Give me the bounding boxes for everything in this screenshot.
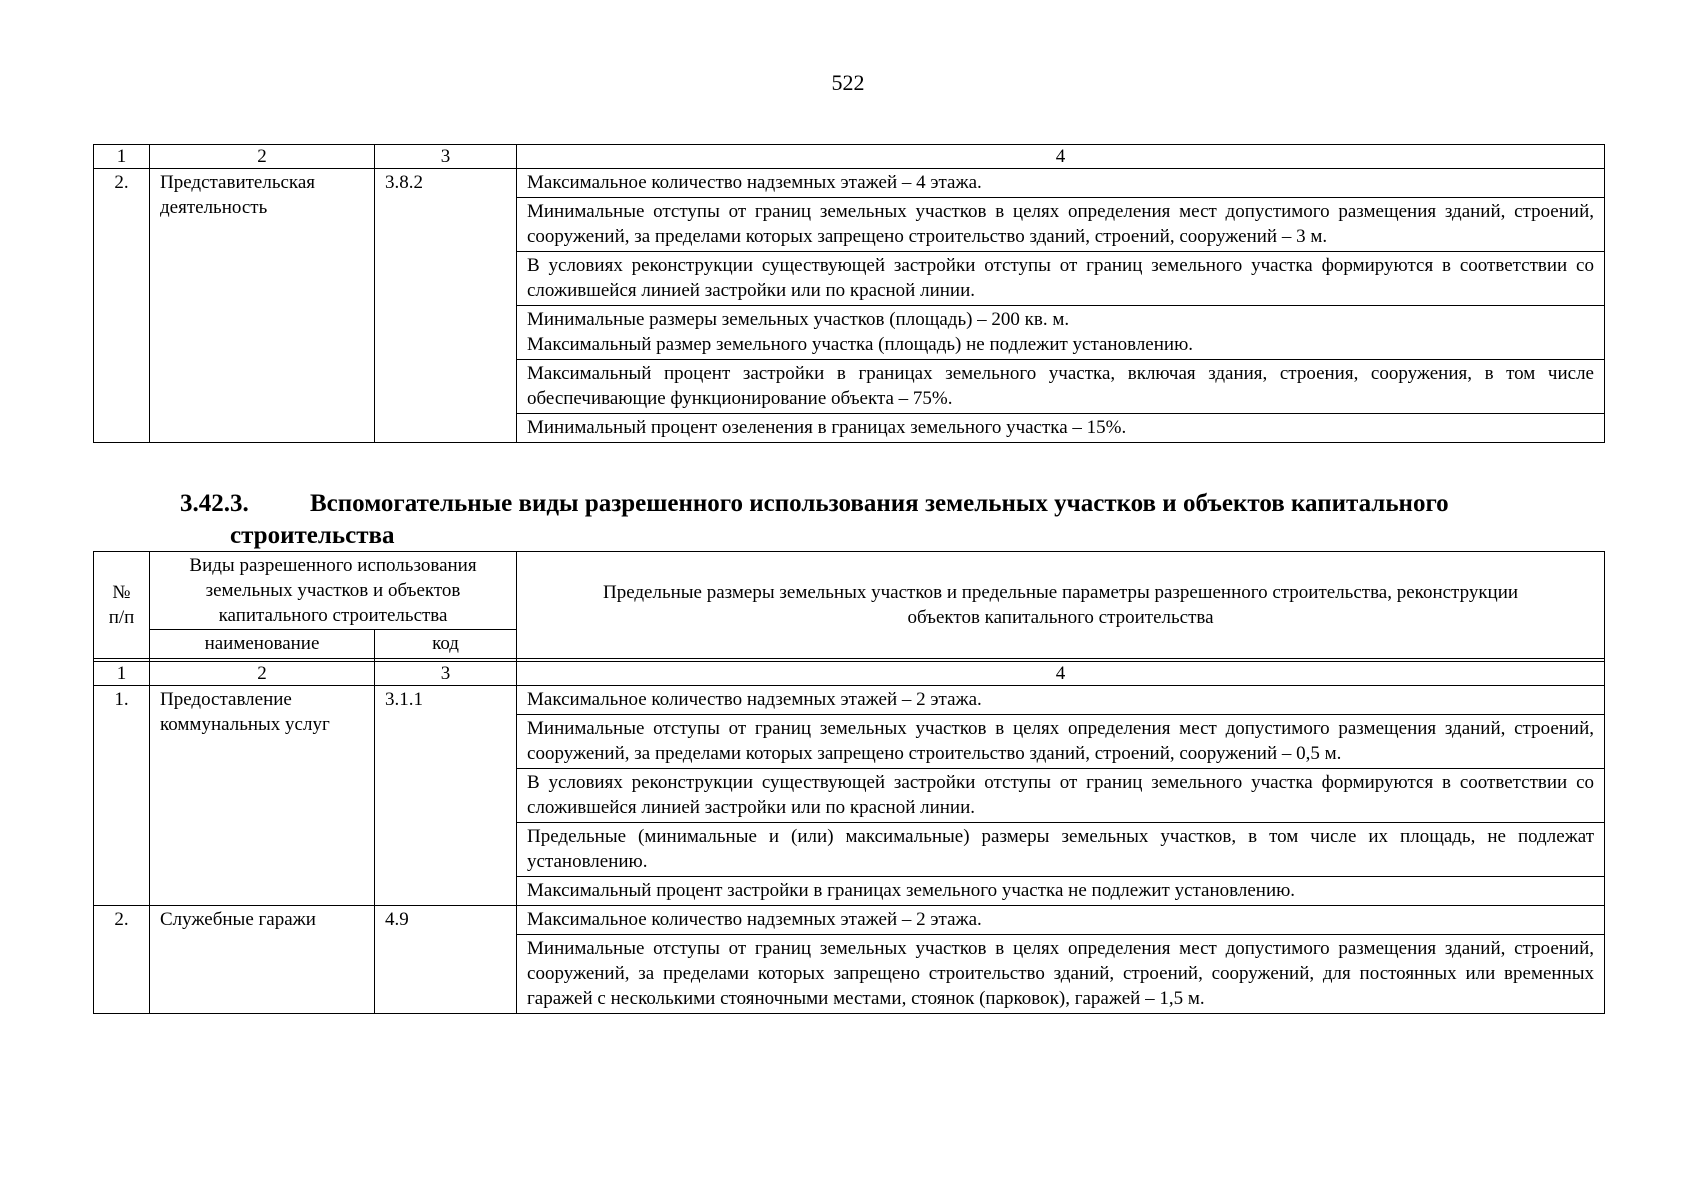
section-number: 3.42.3. (180, 490, 249, 517)
regulations-table-continued (93, 144, 1605, 443)
section-title-line1: Вспомогательные виды разрешенного использования земельных участков и объектов капитального (310, 490, 1449, 517)
parameter-line: Минимальные размеры земельных участков (площадь) – 200 кв. м. (527, 309, 1070, 330)
use-code: 3.8.2 (375, 169, 517, 443)
parameter-cell: Максимальное количество надземных этажей – 4 этажа. (517, 169, 1605, 198)
column-number: 1 (94, 145, 150, 169)
page-number: 522 (831, 70, 865, 95)
table-row (94, 686, 1605, 715)
header-name: наименование (150, 630, 375, 659)
section-title-line2: строительства (230, 522, 395, 549)
parameter-line: Максимальный размер земельного участка (площадь) не подлежит установлению. (527, 334, 1194, 355)
header-code: код (375, 630, 517, 659)
parameter-cell: Максимальный процент застройки в границах земельного участка не подлежит установлению. (517, 877, 1605, 906)
use-code: 4.9 (375, 906, 517, 1014)
use-code: 3.1.1 (375, 686, 517, 906)
column-number: 3 (375, 145, 517, 169)
parameter-cell: Минимальный процент озеленения в границах земельного участка – 15%. (517, 414, 1605, 443)
header-row (94, 552, 1605, 630)
column-number-row (94, 145, 1605, 169)
parameter-cell: Максимальное количество надземных этажей – 2 этажа. (517, 686, 1605, 715)
section-heading (180, 488, 1625, 552)
table-row (94, 906, 1605, 935)
column-number: 3 (375, 662, 517, 686)
parameter-cell (517, 306, 1605, 360)
table-row (94, 169, 1605, 198)
row-number: 2. (94, 169, 150, 443)
parameter-cell: Минимальные отступы от границ земельных участков в целях определения мест допустимого размещения зданий, строений, сооружений, за пределами которых запрещено строительство зданий, строений, сооружений, для постоянных или временных гаражей с несколькими стояночными местами, стоянок (парковок), гаражей – 1,5 м. (517, 935, 1605, 1014)
header-params: Предельные размеры земельных участков и предельные параметры разрешенного строительства, реконструкции объектов капитального строительства (517, 552, 1605, 659)
header-types: Виды разрешенного использования земельных участков и объектов капитального строительства (150, 552, 517, 630)
parameter-cell: Предельные (минимальные и (или) максимальные) размеры земельных участков, в том числе их площадь, не подлежат установлению. (517, 823, 1605, 877)
column-number: 1 (94, 662, 150, 686)
parameter-cell: Минимальные отступы от границ земельных участков в целях определения мест допустимого размещения зданий, строений, сооружений, за пределами которых запрещено строительство зданий, строений, сооружений – 0,5 м. (517, 715, 1605, 769)
parameter-cell: В условиях реконструкции существующей застройки отступы от границ земельного участка формируются в соответствии со сложившейся линией застройки или по красной линии. (517, 252, 1605, 306)
parameter-cell: Минимальные отступы от границ земельных участков в целях определения мест допустимого размещения зданий, строений, сооружений, за пределами которых запрещено строительство зданий, строений, сооружений – 3 м. (517, 198, 1605, 252)
parameter-cell: В условиях реконструкции существующей застройки отступы от границ земельного участка формируются в соответствии со сложившейся линией застройки или по красной линии. (517, 769, 1605, 823)
column-number: 2 (150, 662, 375, 686)
header-number: № п/п (94, 552, 150, 659)
column-number: 4 (517, 662, 1605, 686)
row-number: 1. (94, 686, 150, 906)
parameter-cell: Максимальный процент застройки в границах земельного участка, включая здания, строения, сооружения, в том числе обеспечивающие функционирование объекта – 75%. (517, 360, 1605, 414)
use-name: Предоставление коммунальных услуг (150, 686, 375, 906)
use-name: Служебные гаражи (150, 906, 375, 1014)
column-number: 2 (150, 145, 375, 169)
column-number-row (94, 662, 1605, 686)
use-name: Представительская деятельность (150, 169, 375, 443)
column-number: 4 (517, 145, 1605, 169)
parameter-cell: Максимальное количество надземных этажей – 2 этажа. (517, 906, 1605, 935)
row-number: 2. (94, 906, 150, 1014)
auxiliary-uses-table (93, 551, 1605, 1014)
